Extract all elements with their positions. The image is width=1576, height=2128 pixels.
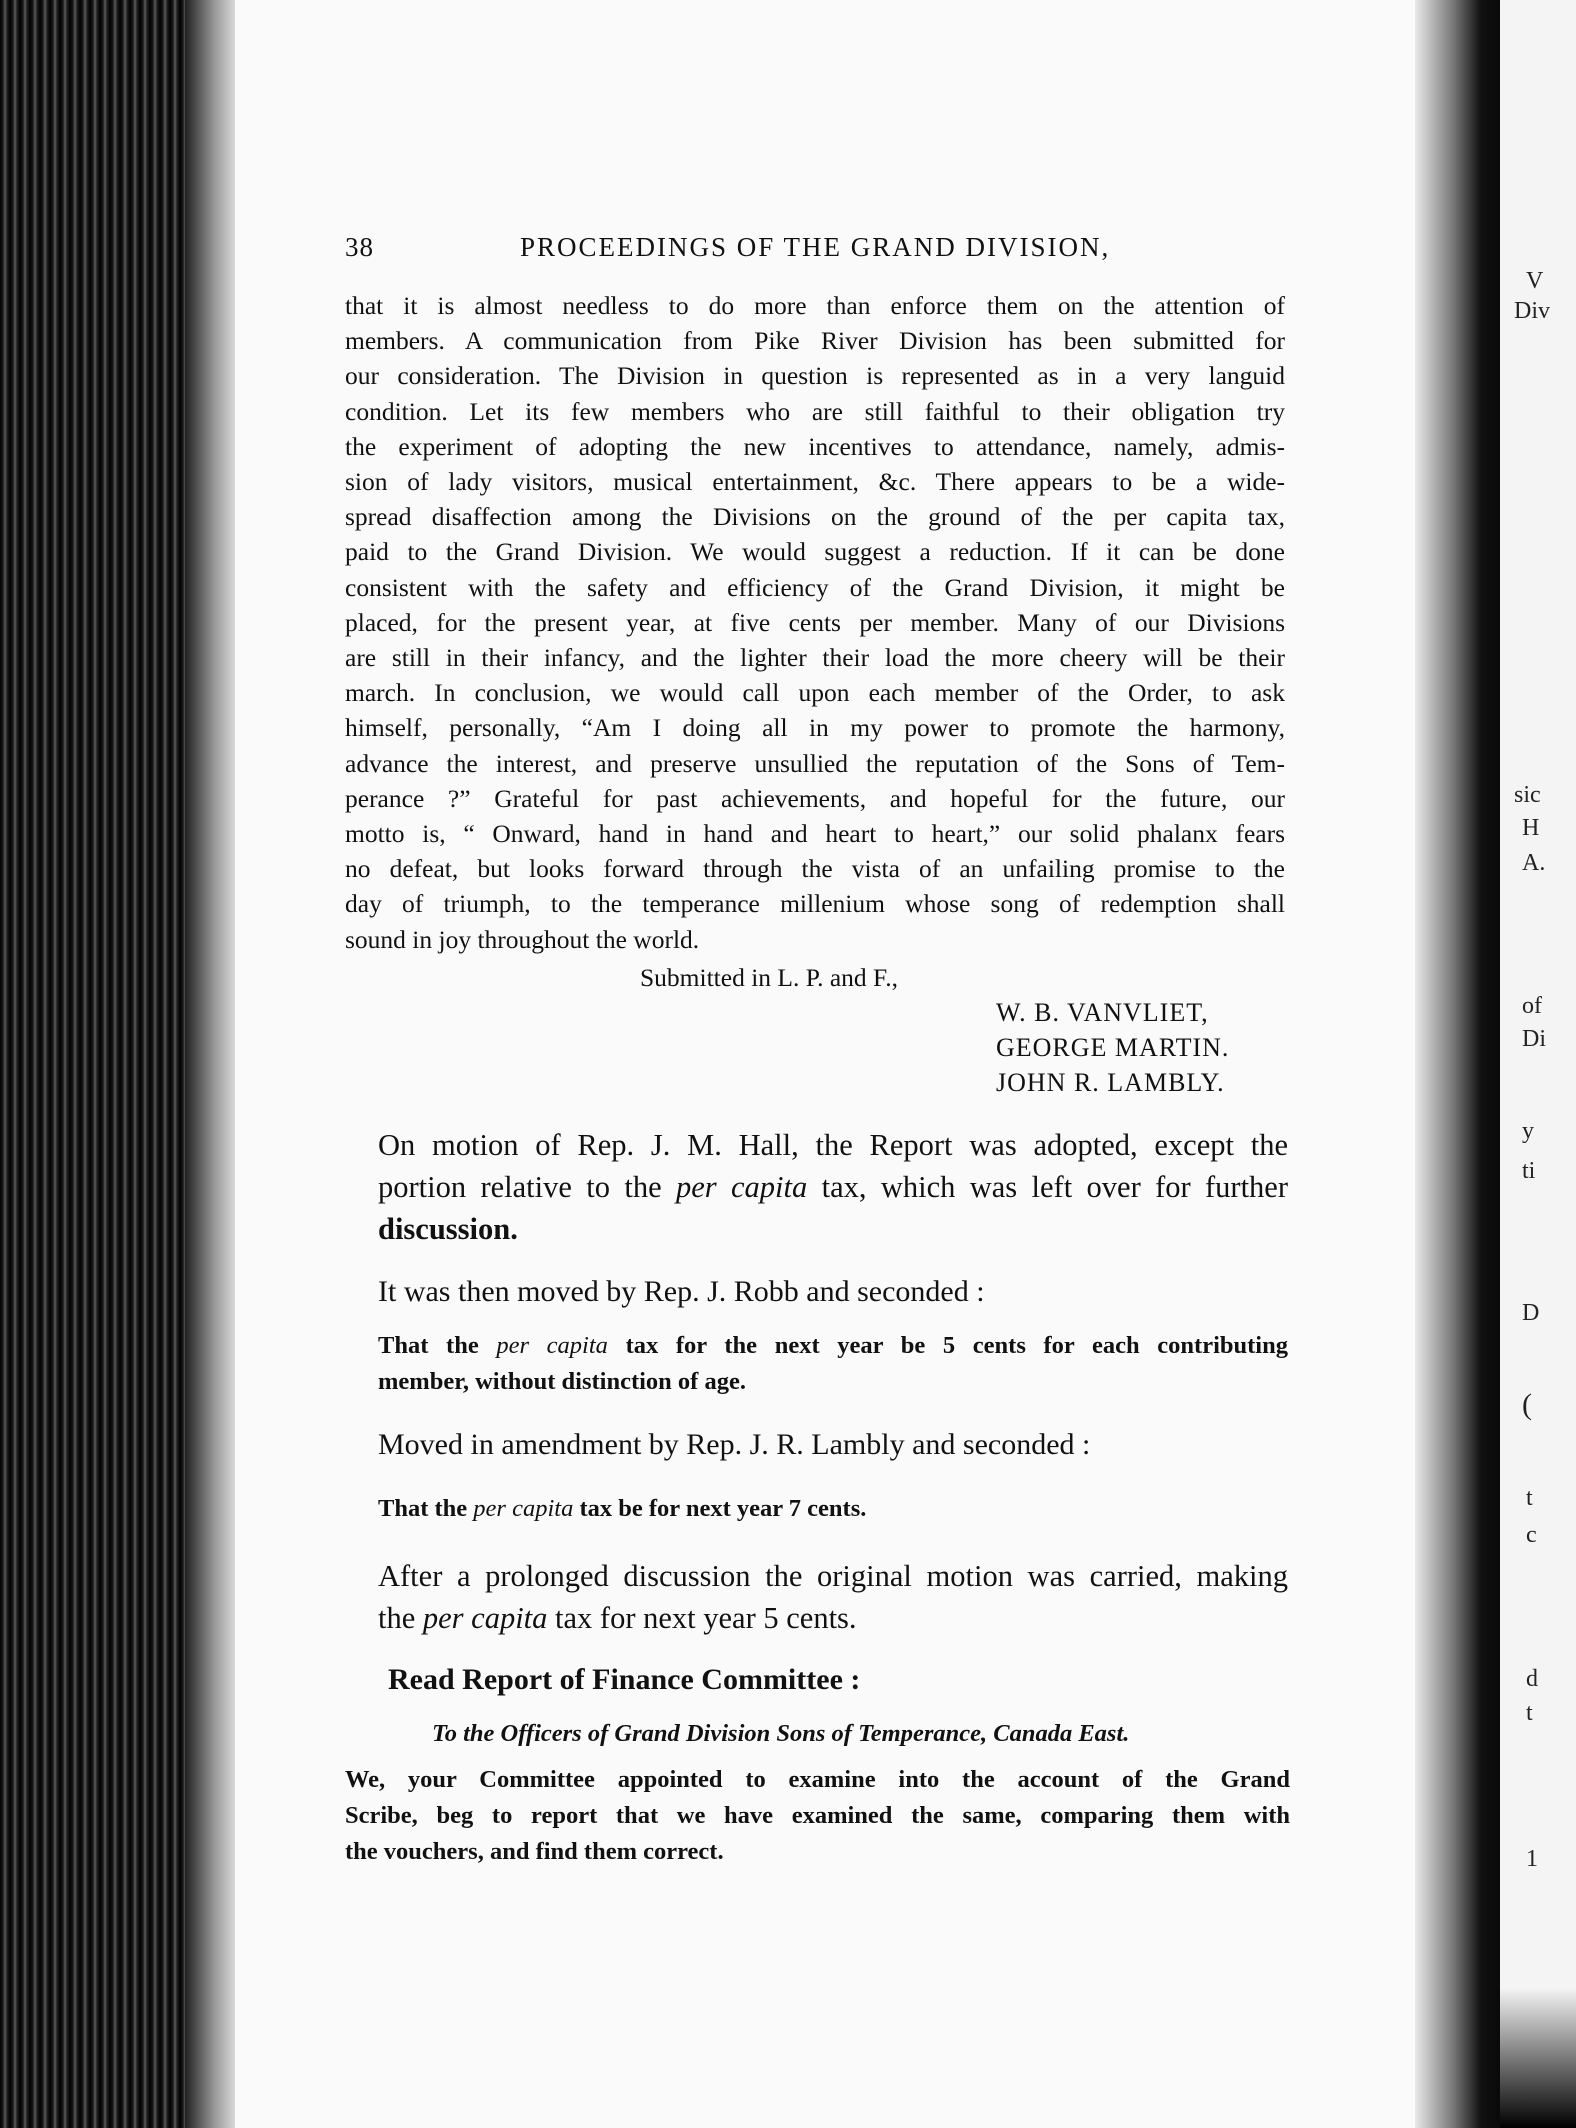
text-line: march. In conclusion, we would call upon each member of the Order, to ask — [345, 678, 1285, 708]
text-line: spread disaffection among the Divisions on the ground of the per capita tax, — [345, 502, 1285, 532]
robb-motion: It was then moved by Rep. J. Robb and seconded : — [378, 1275, 985, 1308]
adjacent-fragment: Div — [1514, 298, 1550, 324]
text-fragment: That the — [378, 1495, 474, 1522]
text-line: discussion. — [378, 1212, 518, 1246]
text-line: sion of lady visitors, musical entertainment, &c. There appears to be a wide- — [345, 467, 1285, 497]
text-line: himself, personally, “Am I doing all in my power to promote the harmony, — [345, 713, 1285, 743]
text-line: On motion of Rep. J. M. Hall, the Report was adopted, except the — [378, 1128, 1288, 1162]
text-line: Scribe, beg to report that we have examined the same, comparing them with — [345, 1802, 1290, 1829]
page-number: 38 — [345, 232, 374, 262]
signatories — [996, 995, 1229, 1100]
adjacent-fragment: Di — [1522, 1026, 1546, 1052]
signatory: W. B. VANVLIET, — [996, 998, 1209, 1027]
text-line: are still in their infancy, and the lighter their load the more cheery will be their — [345, 643, 1285, 673]
text-line — [378, 1166, 1288, 1208]
per-capita-italic: per capita — [422, 1601, 548, 1635]
text-line: sound in joy throughout the world. — [345, 924, 700, 954]
text-line: advance the interest, and preserve unsullied the reputation of the Sons of Tem- — [345, 748, 1285, 778]
text-line: the vouchers, and find them correct. — [345, 1838, 724, 1865]
text-line: day of triumph, to the temperance millenium whose song of redemption shall — [345, 889, 1285, 919]
per-capita-italic: per capita — [473, 1495, 574, 1522]
adjacent-fragment: of — [1522, 993, 1542, 1019]
finance-report — [345, 1762, 1290, 1870]
running-title: PROCEEDINGS OF THE GRAND DIVISION, — [520, 232, 1111, 262]
text-line: motto is, “ Onward, hand in hand and heart to heart,” our solid phalanx fears — [345, 819, 1285, 849]
text-fragment: tax for the next year be 5 cents for each contributing — [607, 1332, 1288, 1359]
text-line: condition. Let its few members who are still faithful to their obligation try — [345, 396, 1285, 426]
signatory: GEORGE MARTIN. — [996, 1033, 1230, 1062]
adoption-minute — [378, 1124, 1288, 1250]
text-line: no defeat, but looks forward through the vista of an unfailing promise to the — [345, 854, 1285, 884]
committee-report-text — [345, 288, 1285, 957]
signatory: JOHN R. LAMBLY. — [996, 1068, 1225, 1097]
adjacent-page — [1500, 0, 1576, 2128]
text-line: the experiment of adopting the new incentives to attendance, namely, admis- — [345, 431, 1285, 461]
adjacent-fragment: t — [1526, 1485, 1533, 1511]
per-capita-italic: per capita — [496, 1332, 608, 1359]
text-fragment: the — [378, 1601, 423, 1635]
text-fragment: portion relative to the — [378, 1170, 676, 1204]
text-line: our consideration. The Division in question is represented as in a very languid — [345, 361, 1285, 391]
lambly-amendment: Moved in amendment by Rep. J. R. Lambly and seconded : — [378, 1428, 1091, 1461]
text-line: paid to the Grand Division. We would suggest a reduction. If it can be done — [345, 537, 1285, 567]
adjacent-fragment: d — [1526, 1666, 1538, 1692]
adjacent-fragment: D — [1522, 1300, 1540, 1326]
finance-heading: Read Report of Finance Committee : — [388, 1663, 861, 1696]
text-line — [378, 1597, 1288, 1639]
text-line — [378, 1328, 1288, 1364]
adjacent-fragment: H — [1522, 815, 1540, 841]
adjacent-fragment: ti — [1522, 1158, 1536, 1184]
lambly-resolution — [378, 1491, 1288, 1527]
text-line: consistent with the safety and efficiency of the Grand Division, it might be — [345, 572, 1285, 602]
text-fragment: tax for next year 5 cents. — [547, 1601, 857, 1635]
outcome-minute — [378, 1555, 1288, 1639]
adjacent-fragment: t — [1526, 1700, 1533, 1726]
adjacent-fragment: V — [1526, 268, 1544, 294]
adjacent-fragment: c — [1526, 1522, 1537, 1548]
robb-resolution — [378, 1328, 1288, 1400]
adjacent-fragment: y — [1522, 1118, 1534, 1144]
text-line: placed, for the present year, at five cents per member. Many of our Divisions — [345, 607, 1285, 637]
finance-address: To the Officers of Grand Division Sons of Temperance, Canada East. — [432, 1720, 1130, 1747]
text-fragment: tax be for next year 7 cents. — [573, 1495, 867, 1522]
text-fragment: That the — [378, 1332, 497, 1359]
text-line — [378, 1491, 1288, 1527]
submitted-line: Submitted in L. P. and F., — [640, 963, 898, 992]
book-page-edges — [0, 0, 235, 2128]
adjacent-fragment: A. — [1522, 850, 1546, 876]
text-line: members. A communication from Pike River Division has been submitted for — [345, 326, 1285, 356]
adjacent-page-shadow — [1500, 1988, 1576, 2128]
adjacent-fragment: sic — [1514, 782, 1541, 808]
running-head — [345, 232, 1290, 272]
text-line: After a prolonged discussion the original motion was carried, making — [378, 1559, 1288, 1593]
text-line: member, without distinction of age. — [378, 1368, 746, 1395]
text-line: that it is almost needless to do more than enforce them on the attention of — [345, 291, 1285, 320]
adjacent-fragment: ( — [1522, 1388, 1532, 1421]
text-line: We, your Committee appointed to examine into the account of the Grand — [345, 1766, 1290, 1793]
per-capita-italic: per capita — [675, 1170, 808, 1204]
text-fragment: tax, which was left over for further — [807, 1170, 1288, 1204]
adjacent-fragment: 1 — [1526, 1846, 1538, 1872]
text-line: perance ?” Grateful for past achievements, and hopeful for the future, our — [345, 783, 1285, 813]
